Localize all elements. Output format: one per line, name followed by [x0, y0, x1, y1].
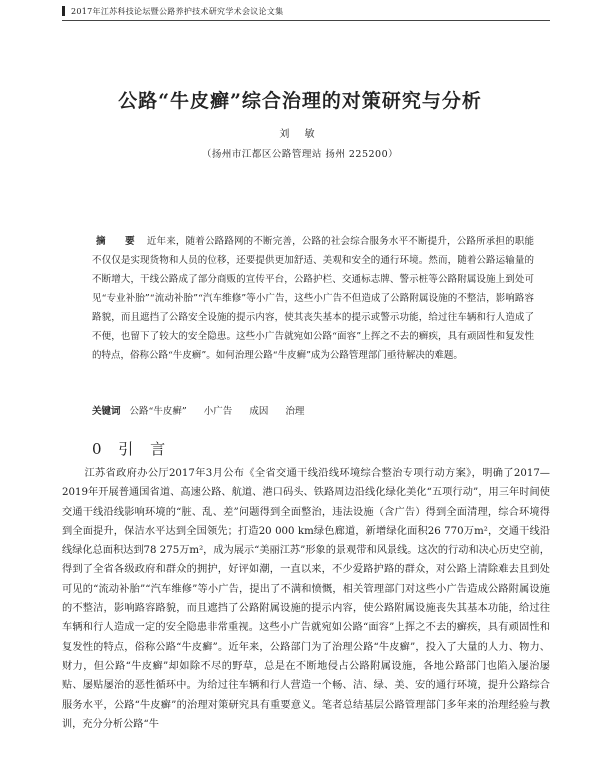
header-text: 2017年江苏科技论坛暨公路养护技术研究学术会议论文集 — [71, 7, 284, 16]
abstract-label: 摘 要 — [96, 236, 143, 247]
running-header — [62, 6, 283, 17]
paper-title: 公路“牛皮癣”综合治理的对策研究与分析 — [118, 90, 482, 112]
paper-author: 刘 敏 — [279, 129, 321, 140]
keywords-label: 关键词 — [92, 406, 121, 417]
keywords — [92, 404, 534, 420]
keyword-item: 成因 — [249, 406, 269, 417]
paper-affiliation: （扬州市江都区公路管理站 扬州 225200） — [201, 149, 399, 160]
keyword-item: 小广告 — [203, 406, 233, 417]
abstract-text: 近年来，随着公路路网的不断完善，公路的社会综合服务水平不断提升，公路所承担的职能不仅仅是实现货物和人员的位移，还要提供更加舒适、美观和安全的通行环境。然而，随着公路运输量的不断增大，干线公路成了部分商贩的宣传平台，公路护栏、交通标志牌、警示桩等公路附属设施上到处可见“专业补胎”“流动补胎”“汽车维修”等小广告，这些小广告不但造成了公路附属设施的不整洁，影响路容路貌，而且遮挡了公路安全设施的提示内容，使其丧失基本的提示或警示功能，给过往车辆和行人造成了不便，也留下了较大的安全隐患。这些小广告就宛如公路“面容”上挥之不去的癣疾，具有顽固性和复发性的特点，俗称公路“牛皮癣”。如何治理公路“牛皮癣”成为公路管理部门亟待解决的难题。 — [92, 236, 534, 361]
keyword-item: 治理 — [285, 406, 305, 417]
header-rule — [62, 20, 550, 21]
abstract — [92, 232, 534, 365]
section-heading: 0 引 言 — [92, 440, 172, 458]
keyword-item: 公路“牛皮癣” — [129, 406, 187, 417]
header-bar — [62, 6, 65, 16]
intro-paragraph: 江苏省政府办公厅2017年3月公布《全省交通干线沿线环境综合整治专项行动方案》，明确了2017—2019年开展普通国省道、高速公路、航道、港口码头、铁路周边沿线化绿化美化“五项行动”，用三年时间使交通干线沿线影响环境的“脏、乱、差”问题得到全面整治，违法设施（含广告）得到全面清理，综合环境得到全面提升，保洁水平达到全国领先；打造20 000 km绿色廊道，新增绿化面积26 770万m²，交通干线沿线绿化总面积达到78 275万m²，成为展示“美丽江苏”形象的景观带和风景线。这次的行动和决心历史空前，得到了全省各级政府和群众的拥护，好评如潮，一直以来，不少爱路护路的群众，对公路上清除难去且到处可见的“流动补胎”“汽车维修”等小广告，提出了不满和愤慨，相关管理部门对这些小广告造成公路附属设施的不整洁，影响路容路貌，而且遮挡了公路附属设施的提示内容，使公路附属设施丧失其基本功能，给过往车辆和行人造成一定的安全隐患非常重视。这些小广告就宛如公路“面容”上挥之不去的癣疾，具有顽固性和复发性的特点，俗称公路“牛皮癣”。近年来，公路部门为了治理公路“牛皮癣”，投入了大量的人力、物力、财力，但公路“牛皮癣”却如除不尽的野草，总是在不断地侵占公路附属设施，各地公路部门也陷入屡治屡贴、屡贴屡治的恶性循环中。为给过往车辆和行人营造一个畅、洁、绿、美、安的通行环境，提升公路综合服务水平，公路“牛皮癣”的治理对策研究具有重要意义。笔者总结基层公路管理部门多年来的治理经验与教训，充分分析公路“牛 — [62, 468, 550, 730]
